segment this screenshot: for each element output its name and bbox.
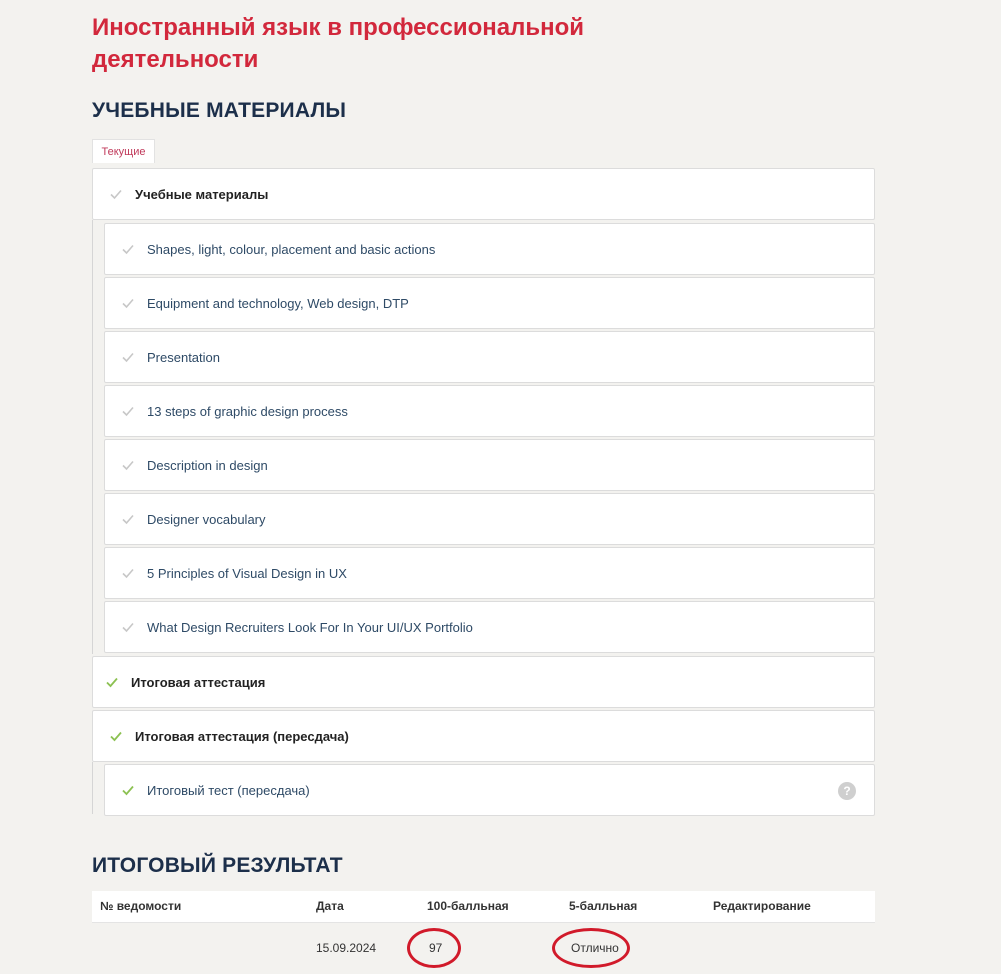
material-item[interactable] xyxy=(104,277,875,329)
score-100-value xyxy=(427,941,444,955)
check-icon xyxy=(121,350,135,364)
col-score-5: 5-балльная xyxy=(561,891,705,922)
cell-score-100 xyxy=(419,922,561,974)
result-section-title: ИТОГОВЫЙ РЕЗУЛЬТАТ xyxy=(92,854,343,877)
check-icon xyxy=(121,566,135,580)
check-icon xyxy=(109,187,123,201)
annotation-ellipse xyxy=(407,928,461,968)
material-item[interactable] xyxy=(104,547,875,599)
material-item-label: What Design Recruiters Look For In Your UI/UX Portfolio xyxy=(147,619,473,635)
group-label: Учебные материалы xyxy=(135,186,269,202)
group-final-attestation[interactable] xyxy=(92,656,875,708)
material-item-label: Description in design xyxy=(147,457,268,473)
material-item-label: Shapes, light, colour, placement and basic actions xyxy=(147,241,436,257)
group-study-materials[interactable] xyxy=(92,168,875,220)
group-label: Итоговая аттестация (пересдача) xyxy=(135,728,349,744)
col-score-100: 100-балльная xyxy=(419,891,561,922)
check-icon xyxy=(121,512,135,526)
material-item-label: Equipment and technology, Web design, DTP xyxy=(147,295,409,311)
material-item-label: 5 Principles of Visual Design in UX xyxy=(147,565,347,581)
check-icon xyxy=(121,620,135,634)
cell-score-5 xyxy=(561,922,705,974)
table-header-row xyxy=(92,891,875,922)
check-icon xyxy=(121,296,135,310)
material-item-label: Итоговый тест (пересдача) xyxy=(147,782,310,798)
annotation-ellipse xyxy=(552,928,630,968)
check-icon xyxy=(121,783,135,797)
tree-connector xyxy=(92,220,93,654)
material-item[interactable] xyxy=(104,601,875,653)
material-item-label: Presentation xyxy=(147,349,220,365)
table-row xyxy=(92,922,875,974)
cell-statement-no xyxy=(92,922,308,974)
help-icon[interactable]: ? xyxy=(838,782,856,800)
col-edit: Редактирование xyxy=(705,891,875,922)
cell-edit xyxy=(705,922,875,974)
cell-date: 15.09.2024 xyxy=(316,941,377,956)
materials-section-title: УЧЕБНЫЕ МАТЕРИАЛЫ xyxy=(92,99,347,122)
material-item[interactable] xyxy=(104,764,875,816)
material-item[interactable] xyxy=(104,493,875,545)
course-title: Иностранный язык в профессиональной деятельности xyxy=(92,14,585,73)
col-date: Дата xyxy=(308,891,419,922)
score-5-text: Отлично xyxy=(571,941,619,956)
material-item-label: Designer vocabulary xyxy=(147,511,266,527)
material-item[interactable] xyxy=(104,385,875,437)
group-final-attestation-retake[interactable] xyxy=(92,710,875,762)
col-statement-no: № ведомости xyxy=(92,891,308,922)
check-icon xyxy=(121,404,135,418)
material-item[interactable] xyxy=(104,439,875,491)
check-icon xyxy=(105,675,119,689)
group-label: Итоговая аттестация xyxy=(131,674,266,690)
material-item[interactable] xyxy=(104,223,875,275)
score-100-text: 97 xyxy=(429,941,443,956)
tree-connector xyxy=(92,762,93,814)
check-icon xyxy=(121,458,135,472)
check-icon xyxy=(121,242,135,256)
check-icon xyxy=(109,729,123,743)
score-5-value xyxy=(569,941,621,955)
material-item[interactable] xyxy=(104,331,875,383)
tab-current[interactable]: Текущие xyxy=(92,139,155,163)
material-item-label: 13 steps of graphic design process xyxy=(147,403,348,419)
result-table xyxy=(92,891,875,974)
